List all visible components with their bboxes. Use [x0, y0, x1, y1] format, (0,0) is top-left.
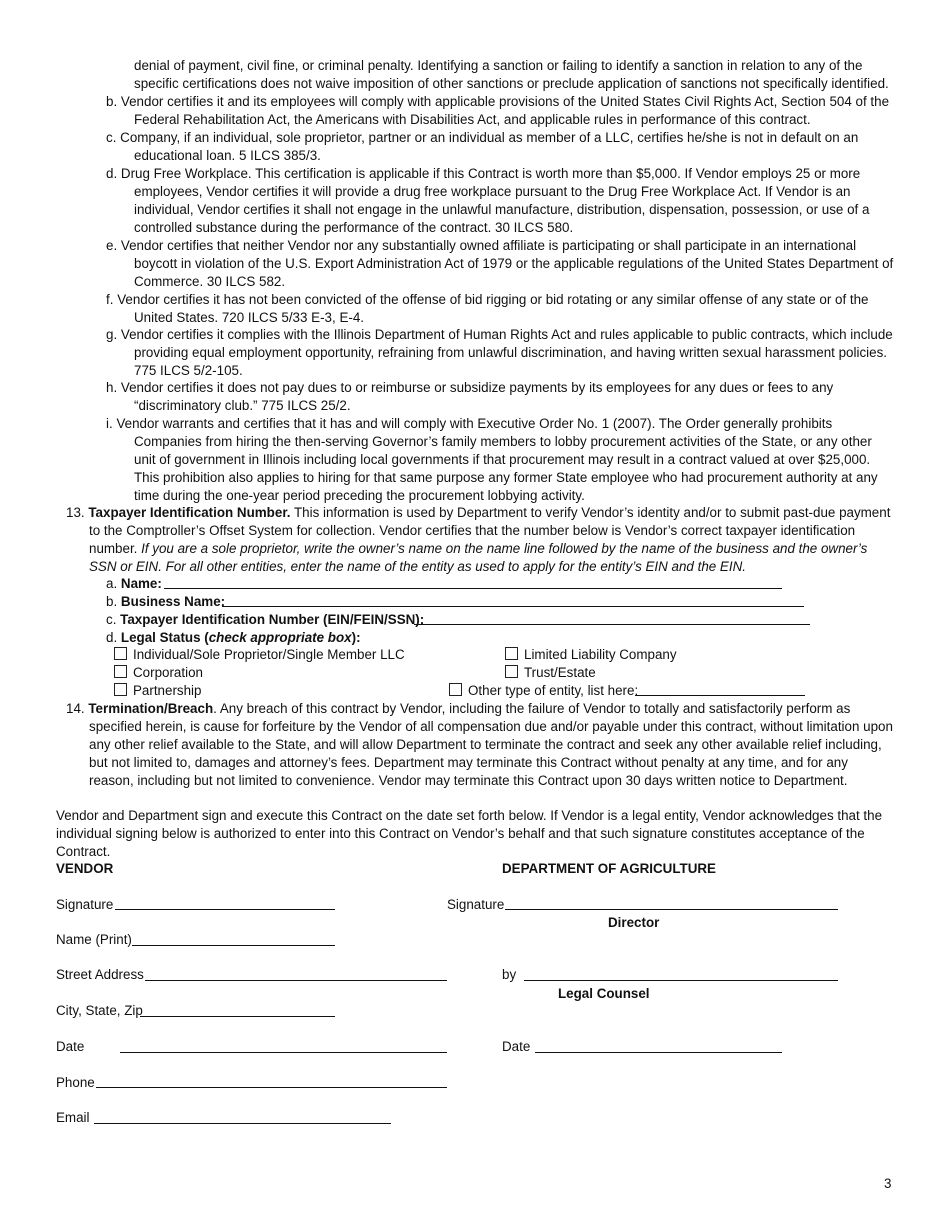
field-business-row — [106, 593, 225, 611]
department-date-line[interactable] — [535, 1052, 782, 1053]
cert-marker: e. — [106, 238, 118, 253]
continuation-text: denial of payment, civil fine, or criminal penalty. Identifying a sanction or failing to identify a sanction in relation to any of the specific certifications does not waive imposition of other sanctions or preclude application of sanctions not specifically identified. — [134, 58, 889, 91]
other-entity-input-line[interactable] — [635, 695, 805, 696]
cert-text: Vendor certifies it does not pay dues to or reimburse or subsidize payments by its employees for any dues or fees to any “discriminatory club.” 775 ILCS 25/2. — [120, 380, 834, 413]
name-input-line[interactable] — [164, 588, 782, 589]
page-number: 3 — [884, 1176, 892, 1191]
vendor-phone-line[interactable] — [96, 1087, 447, 1088]
director-caption: Director — [608, 915, 660, 930]
department-date-label: Date — [502, 1039, 531, 1054]
vendor-date-label: Date — [56, 1039, 85, 1054]
vendor-signature-line[interactable] — [115, 909, 335, 910]
vendor-signature-label: Signature — [56, 897, 114, 912]
business-name-label: Business Name: — [120, 594, 226, 609]
cert-text: Company, if an individual, sole proprietor, partner or an individual as member of a LLC, certifies he/she is not in default on an educational loan. 5 ILCS 385/3. — [120, 130, 859, 163]
vendor-email-line[interactable] — [94, 1123, 391, 1124]
cert-text: Vendor certifies it has not been convicted of the offense of bid rigging or bid rotating or any similar offense of any state or of the United States. 720 ILCS 5/33 E-3, E-4. — [117, 292, 869, 325]
field-marker: c. — [106, 612, 117, 627]
cert-item-c — [106, 129, 894, 165]
checkbox-partnership[interactable] — [114, 683, 127, 696]
vendor-name-line[interactable] — [132, 945, 335, 946]
legal-status-label: Legal Status ( — [120, 630, 209, 645]
section-14 — [66, 700, 894, 790]
cert-text: Vendor warrants and certifies that it has and will comply with Executive Order No. 1 (2007). The Order generally prohibits Companies from hiring the then-serving Governor’s family members to lobby procurement activities of the State, or any other unit of government in Illinois including local governments if that procurement may result in a contract valued at over $25,000. This prohibition also applies to hiring for that same purpose any former State employee who had procurement authority at any time during the one-year period preceding the procurement lobbying activity. — [116, 416, 878, 503]
option-corporation-label: Corporation — [133, 665, 203, 680]
cert-item-d — [106, 165, 894, 237]
vendor-street-label: Street Address — [56, 967, 144, 982]
field-marker: a. — [106, 576, 118, 591]
cert-marker: c. — [106, 130, 117, 145]
vendor-email-label: Email — [56, 1110, 90, 1125]
cert-marker: f. — [106, 292, 114, 307]
cert-text: Drug Free Workplace. This certification is applicable if this Contract is worth more than $5,000. If Vendor employs 25 or more employees, Vendor certifies it will provide a drug free workplace pursuant to the Drug Free Workplace Act. If Vendor is an individual, Vendor certifies it shall not engage in the unlawful manufacture, distribution, dispensation, possession, or use of a controlled substance during the performance of the contract. 30 ILCS 580. — [120, 166, 870, 235]
section-heading: Termination/Breach — [88, 701, 214, 716]
option-other-label: Other type of entity, list here: — [468, 683, 639, 698]
vendor-phone-label: Phone — [56, 1075, 95, 1090]
cert-item-b — [106, 93, 894, 129]
vendor-street-line[interactable] — [145, 980, 447, 981]
department-heading: DEPARTMENT OF AGRICULTURE — [502, 861, 716, 876]
vendor-city-label: City, State, Zip — [56, 1003, 143, 1018]
field-marker: b. — [106, 594, 118, 609]
legal-counsel-signature-line[interactable] — [524, 980, 838, 981]
option-partnership-label: Partnership — [133, 683, 202, 698]
vendor-date-line[interactable] — [120, 1052, 447, 1053]
section-italic-instructions: If you are a sole proprietor, write the owner’s name on the name line followed by the name of the business and the owner’s SSN or EIN. For all other entities, enter the name of the entity as used to apply for the entity’s EIN and the EIN. — [89, 541, 868, 574]
cert-marker: g. — [106, 327, 118, 342]
section-body: This information is used by Department to verify Vendor’s identity and/or to submit past-due payment to the Comptroller’s Offset System for collection. Vendor certifies that the number below is Vendor’s correct taxpayer identification number. — [89, 505, 891, 556]
field-marker: d. — [106, 630, 118, 645]
cert-text: Vendor certifies it and its employees will comply with applicable provisions of the United States Civil Rights Act, Section 504 of the Federal Rehabilitation Act, the Americans with Disabilities Act, and applicable rules in performance of this contract. — [120, 94, 890, 127]
vendor-heading: VENDOR — [56, 861, 114, 876]
vendor-name-label: Name (Print) — [56, 932, 132, 947]
cert-item-g — [106, 326, 894, 380]
option-individual-label: Individual/Sole Proprietor/Single Member LLC — [133, 647, 405, 662]
name-label: Name: — [120, 576, 162, 591]
cert-item-f — [106, 291, 894, 327]
section-13 — [66, 504, 894, 576]
checkbox-corporation[interactable] — [114, 665, 127, 678]
checkbox-other[interactable] — [449, 683, 462, 696]
cert-item-i — [106, 415, 894, 505]
field-name-row — [106, 575, 162, 593]
cert-marker: i. — [106, 416, 113, 431]
tin-input-line[interactable] — [414, 624, 810, 625]
field-tin-row — [106, 611, 424, 629]
section-number: 13. — [66, 505, 85, 520]
section-number: 14. — [66, 701, 85, 716]
option-llc-label: Limited Liability Company — [524, 647, 677, 662]
cert-marker: h. — [106, 380, 118, 395]
checkbox-trust[interactable] — [505, 665, 518, 678]
legal-counsel-caption: Legal Counsel — [558, 986, 650, 1001]
execution-statement: Vendor and Department sign and execute this Contract on the date set forth below. If Vendor is a legal entity, Vendor acknowledges that the individual signing below is authorized to enter into this Contract on Vendor’s behalf and that such signature constitutes acceptance of the Contract. — [56, 808, 883, 859]
cert-text: Vendor certifies that neither Vendor nor any substantially owned affiliate is participating or shall participate in an international boycott in violation of the U.S. Export Administration Act of 1979 or the applicable regulations of the United States Department of Commerce. 30 ILCS 582. — [120, 238, 894, 289]
section-heading: Taxpayer Identification Number. — [88, 505, 291, 520]
tin-label: Taxpayer Identification Number (EIN/FEIN/SSN): — [120, 612, 425, 627]
checkbox-individual[interactable] — [114, 647, 127, 660]
checkbox-llc[interactable] — [505, 647, 518, 660]
cert-item-h — [106, 379, 894, 415]
vendor-city-line[interactable] — [140, 1016, 335, 1017]
business-name-input-line[interactable] — [222, 606, 804, 607]
legal-status-label-end: ): — [351, 630, 361, 645]
legal-status-instruction: check appropriate box — [208, 630, 352, 645]
by-label: by — [502, 967, 517, 982]
field-legal-status-row — [106, 629, 361, 647]
department-signature-label: Signature — [447, 897, 505, 912]
section-body: . Any breach of this contract by Vendor, including the failure of Vendor to totally and satisfactorily perform as specified herein, is cause for forfeiture by the Vendor of all compensation due and/or payable under this contract, without limitation upon any other relief available to the State, and will allow Department to terminate the contract and seek any other available relief including, but not limited to, damages and attorney’s fees. Department may terminate this Contract without penalty at any time, and for any reason, including but not limited to convenience. Vendor may terminate this Contract upon 30 days written notice to Department. — [89, 701, 893, 788]
cert-marker: d. — [106, 166, 118, 181]
cert-marker: b. — [106, 94, 118, 109]
cert-item-e — [106, 237, 894, 291]
option-trust-label: Trust/Estate — [524, 665, 596, 680]
department-signature-line[interactable] — [505, 909, 838, 910]
cert-text: Vendor certifies it complies with the Illinois Department of Human Rights Act and rules applicable to public contracts, which include providing equal employment opportunity, refraining from unlawful discrimination, and having written sexual harassment policies. 775 ILCS 5/2-105. — [120, 327, 893, 378]
